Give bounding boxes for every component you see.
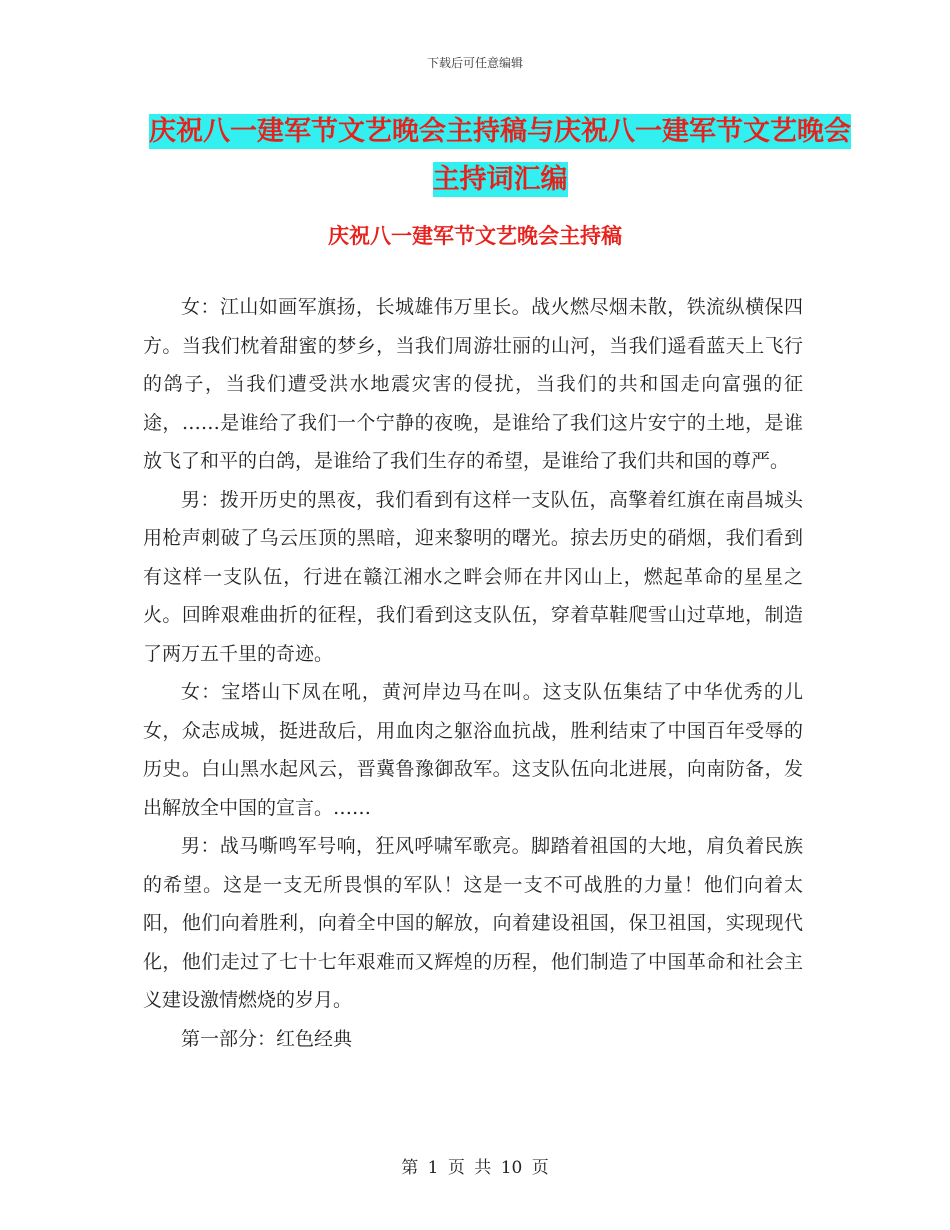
paragraph: 女：江山如画军旗扬，长城雄伟万里长。战火燃尽烟未散，铁流纵横保四方。当我们枕着甜蜜的梦乡，当我们周游壮丽的山河，当我们遥看蓝天上飞行的鸽子，当我们遭受洪水地震灾害的侵扰，当我们的共和国走向富强的征途，……是谁给了我们一个宁静的夜晚，是谁给了我们这片安宁的土地，是谁放飞了和平的白鸽，是谁给了我们生存的希望，是谁给了我们共和国的尊严。 bbox=[143, 296, 803, 472]
paragraph: 男：战马嘶鸣军号响，狂风呼啸军歌亮。脚踏着祖国的大地，肩负着民族的希望。这是一支无所畏惧的军队！这是一支不可战胜的力量！他们向着太阳，他们向着胜利，向着全中国的解放，向着建设祖国，保卫祖国，实现现代化，他们走过了七十七年艰难而又辉煌的历程，他们制造了中国革命和社会主义建设激情燃烧的岁月。 bbox=[143, 835, 803, 1011]
document-title bbox=[145, 108, 855, 204]
document-body bbox=[143, 288, 803, 1058]
paragraph: 男：拨开历史的黑夜，我们看到有这样一支队伍，高擎着红旗在南昌城头用枪声刺破了乌云压顶的黑暗，迎来黎明的曙光。掠去历史的硝烟，我们看到有这样一支队伍，行进在赣江湘水之畔会师在井冈山上，燃起革命的星星之火。回眸艰难曲折的征程，我们看到这支队伍，穿着草鞋爬雪山过草地，制造了两万五千里的奇迹。 bbox=[143, 488, 803, 665]
document-title-text: 庆祝八一建军节文艺晚会主持稿与庆祝八一建军节文艺晚会主持词汇编 bbox=[149, 116, 851, 195]
page-footer: 第 1 页 共 10 页 bbox=[401, 1158, 549, 1178]
header-note: 下载后可任意编辑 bbox=[426, 56, 523, 70]
section-title: 庆祝八一建军节文艺晚会主持稿 bbox=[328, 224, 622, 248]
paragraph: 女：宝塔山下凤在吼，黄河岸边马在叫。这支队伍集结了中华优秀的儿女，众志成城，挺进敌后，用血肉之躯浴血抗战，胜利结束了中国百年受辱的历史。白山黑水起风云，晋冀鲁豫御敌军。这支队伍向北进展，向南防备，发出解放全中国的宣言。…… bbox=[143, 681, 803, 819]
paragraph: 第一部分：红色经典 bbox=[181, 1027, 353, 1050]
